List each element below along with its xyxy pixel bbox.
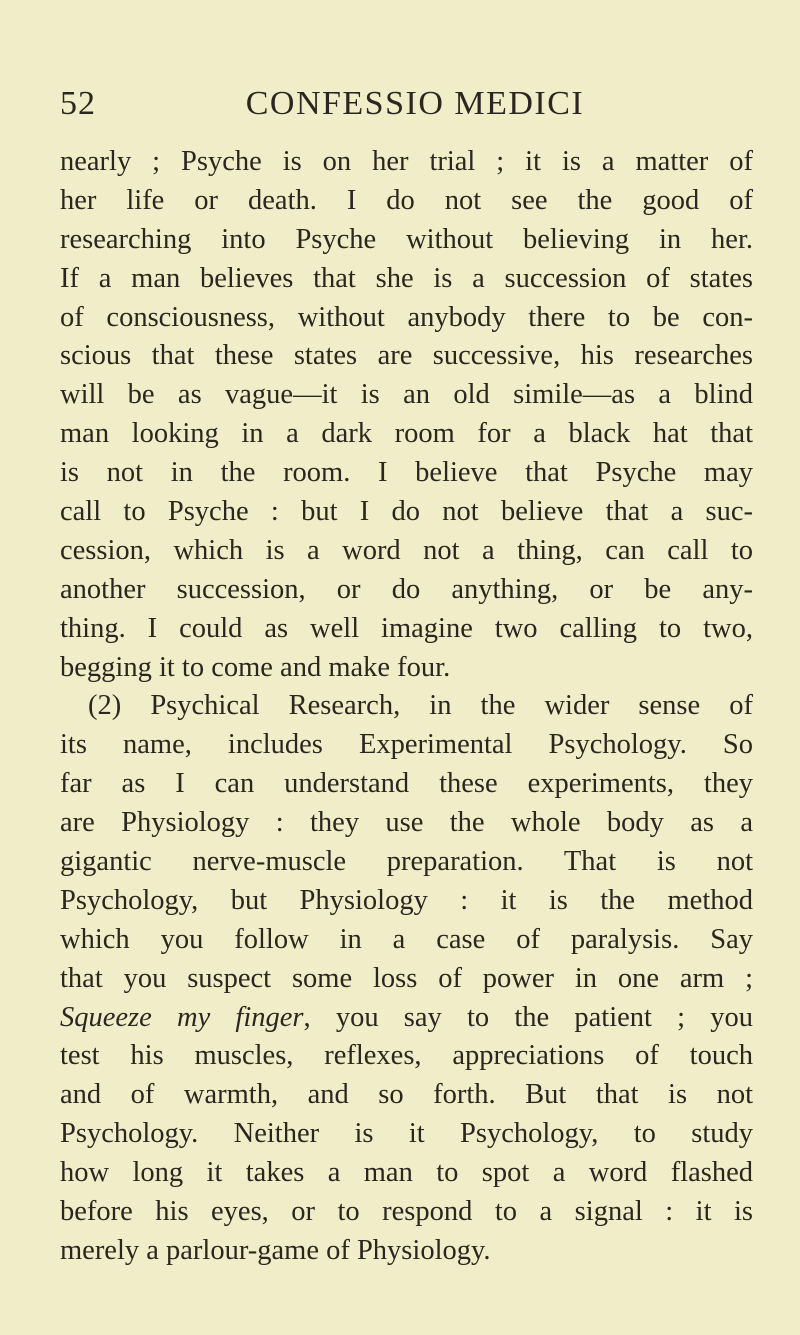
final-line: merely a parlour-game of Physiology. <box>60 1234 491 1266</box>
text-line: and of warmth, and so forth. But that is not <box>60 1079 753 1111</box>
text-line-with-italic <box>60 999 753 1038</box>
text-line: scious that these states are successive, his researches <box>60 340 753 372</box>
text-line: that you suspect some loss of power in one arm ; <box>60 962 753 994</box>
text-line: will be as vague—it is an old simile—as a blind <box>60 379 753 411</box>
text-line: Psychology. Neither is it Psychology, to study <box>60 1118 753 1150</box>
body-text <box>60 143 753 1271</box>
text-line: is not in the room. I believe that Psyche may <box>60 457 753 489</box>
paragraph-end-line: begging it to come and make four. <box>60 651 451 683</box>
italic-phrase: Squeeze my finger <box>60 1001 304 1033</box>
text-line: are Physiology : they use the whole body as a <box>60 807 753 839</box>
text-line: far as I can understand these experiments, they <box>60 768 753 800</box>
text-line: its name, includes Experimental Psychology. So <box>60 729 753 761</box>
text-line: of consciousness, without anybody there to be con- <box>60 301 753 333</box>
text-line: another succession, or do anything, or be any- <box>60 573 753 605</box>
text-line: call to Psyche : but I do not believe that a suc- <box>60 496 753 528</box>
paragraph-start-line: (2) Psychical Research, in the wider sense of <box>88 690 753 722</box>
running-head: CONFESSIO MEDICI <box>245 85 585 122</box>
page-header <box>60 84 760 134</box>
text-line: her life or death. I do not see the good of <box>60 184 753 216</box>
text-line: nearly ; Psyche is on her trial ; it is a matter of <box>60 146 753 177</box>
text-line: how long it takes a man to spot a word flashed <box>60 1157 753 1189</box>
text-line: before his eyes, or to respond to a signal : it is <box>60 1196 753 1228</box>
text-line: test his muscles, reflexes, appreciations of touch <box>60 1040 753 1072</box>
text-line: Psychology, but Physiology : it is the method <box>60 884 753 916</box>
text-line-rest: , you say to the patient ; you <box>303 1001 753 1033</box>
text-line: thing. I could as well imagine two calling to two, <box>60 612 753 644</box>
page-number: 52 <box>60 85 96 122</box>
text-line: If a man believes that she is a succession of states <box>60 262 753 294</box>
text-line: which you follow in a case of paralysis. Say <box>60 923 753 955</box>
text-line: gigantic nerve-muscle preparation. That is not <box>60 846 753 878</box>
text-line: cession, which is a word not a thing, can call to <box>60 534 753 566</box>
text-line: man looking in a dark room for a black hat that <box>60 418 753 450</box>
text-line: researching into Psyche without believing in her. <box>60 223 753 255</box>
